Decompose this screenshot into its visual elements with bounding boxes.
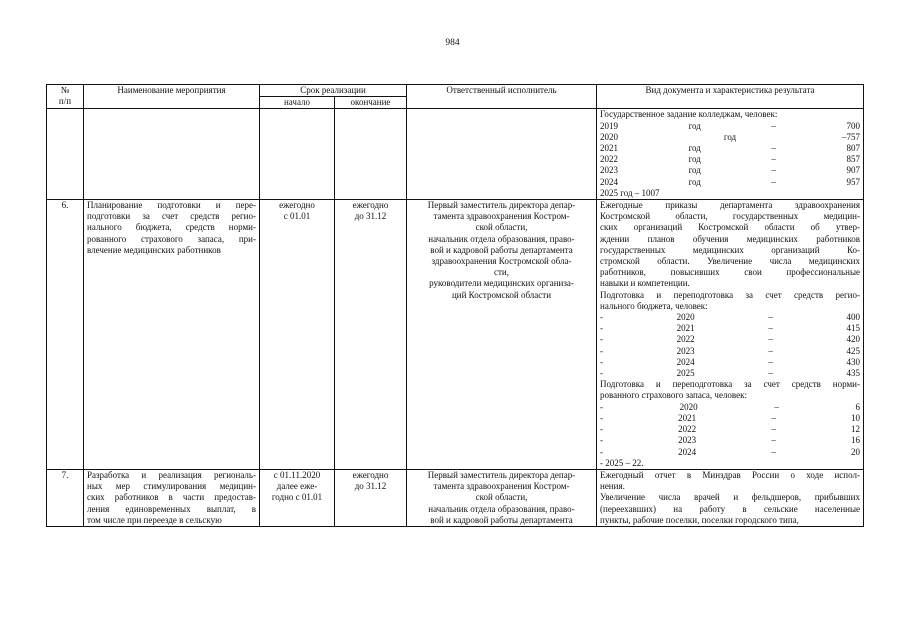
cell-line: Первый заместитель директора депар-	[427, 200, 576, 211]
cell-line: сти,	[494, 267, 509, 278]
cell-line: нального бюджета, человек:	[600, 300, 708, 311]
cell-line: ских работников в части предостав-	[87, 492, 256, 503]
cell-line: 2019 год – 700	[600, 120, 860, 131]
table-row	[47, 469, 864, 526]
cell-line: - 2025 – 22.	[600, 457, 644, 468]
executor	[407, 200, 597, 470]
table-row	[47, 200, 864, 470]
term-end	[335, 469, 407, 526]
measure-name	[84, 200, 260, 470]
cell-line: начальник отдела образования, право-	[428, 503, 575, 514]
cell-line: навыки и компетенции.	[600, 278, 690, 289]
cell-line: ежегодно	[352, 200, 389, 211]
row-number: 6.	[47, 200, 84, 470]
cell-line: ных мер стимулирования медицин-	[87, 481, 256, 492]
term-end	[335, 200, 407, 470]
cell-line: с 01.11.2020	[273, 469, 321, 480]
cell-line: до 31.12	[354, 481, 387, 492]
cell-line: нения.	[600, 481, 625, 492]
cell-line: - 2024 – 20	[600, 446, 860, 457]
cell-line: рованного страхового запаса, человек:	[600, 390, 747, 401]
cell-line: ций Костромской области	[451, 289, 552, 300]
plan-table	[46, 84, 864, 527]
cell-line: вой и кадровой работы департамента	[430, 244, 573, 255]
cell-line: ских организаций Костромской области об утвер-	[600, 222, 860, 233]
cell-line: годно с 01.01	[271, 492, 323, 503]
cell-line: тамента здравоохранения Костром-	[433, 481, 570, 492]
cell-line: Ежегодные приказы департамента здравоохранения	[600, 200, 860, 211]
term-end	[335, 109, 407, 200]
cell-line: - 2023 – 425	[600, 345, 860, 356]
cell-line: влечение медицинских работников	[87, 244, 221, 255]
cell-line: - 2022 – 420	[600, 334, 860, 345]
page-number: 984	[445, 38, 460, 48]
cell-line: тамента здравоохранения Костром-	[433, 211, 570, 222]
header-end: окончание	[335, 97, 407, 109]
row-number: 7.	[47, 469, 84, 526]
cell-line: начальник отдела образования, право-	[428, 233, 575, 244]
header-start: начало	[260, 97, 335, 109]
result-description	[597, 109, 864, 200]
cell-line: - 2024 – 430	[600, 356, 860, 367]
cell-line: 2024 год – 957	[600, 176, 860, 187]
cell-line: ждении планов обучения медицинских работников	[600, 233, 860, 244]
cell-line: Подготовка и переподготовка за счет средств норми-	[600, 379, 860, 390]
cell-line: Планирование подготовки и пере-	[87, 200, 256, 211]
cell-line: ской области,	[475, 492, 528, 503]
cell-line: 2023 год – 907	[600, 165, 860, 176]
cell-line: с 01.01	[283, 211, 311, 222]
header-name: Наименование мероприятия	[84, 85, 260, 109]
cell-line: 2022 год – 857	[600, 154, 860, 165]
executor	[407, 109, 597, 200]
cell-line: 2020 год –757	[600, 131, 860, 142]
executor	[407, 469, 597, 526]
cell-line: ления единовременных выплат, в	[87, 503, 256, 514]
cell-line: 2021 год – 807	[600, 143, 860, 154]
measure-name	[84, 469, 260, 526]
cell-line: ежегодно	[352, 469, 389, 480]
cell-line: - 2021 – 10	[600, 412, 860, 423]
cell-line: - 2023 – 16	[600, 435, 860, 446]
header-executor: Ответственный исполнитель	[407, 85, 597, 109]
cell-line: - 2025 – 435	[600, 368, 860, 379]
cell-line: рованного страхового запаса, при-	[87, 233, 256, 244]
table-header	[47, 85, 864, 109]
row-number	[47, 109, 84, 200]
term-start	[260, 469, 335, 526]
cell-line: ежегодно	[279, 200, 315, 211]
cell-line: государственных медицинских организаций Ко-	[600, 244, 860, 255]
cell-line: пункты, рабочие поселки, поселки городского типа,	[600, 514, 799, 525]
cell-line: Подготовка и переподготовка за счет средств регио-	[600, 289, 860, 300]
cell-line: (переехавших) на работу в сельские населенные	[600, 503, 860, 514]
cell-line: 2025 год – 1007	[600, 187, 660, 198]
term-start	[260, 109, 335, 200]
cell-line: стромской области. Увеличение числа медицинских	[600, 256, 860, 267]
cell-line: Государственное задание колледжам, человек:	[600, 109, 778, 120]
cell-line: Первый заместитель директора депар-	[427, 469, 576, 480]
cell-line: работников, повысивших свои профессиональные	[600, 267, 860, 278]
result-description	[597, 200, 864, 470]
measure-name	[84, 109, 260, 200]
cell-line: вой и кадровой работы департамента	[430, 514, 573, 525]
cell-line: Разработка и реализация региональ-	[87, 469, 256, 480]
term-start	[260, 200, 335, 470]
cell-line: Увеличение числа врачей и фельдшеров, прибывших	[600, 492, 860, 503]
table-body	[47, 109, 864, 527]
cell-line: руководители медицинских организа-	[429, 278, 574, 289]
cell-line: - 2022 – 12	[600, 424, 860, 435]
cell-line: - 2020 – 400	[600, 312, 860, 323]
cell-line: - 2020 – 6	[600, 401, 860, 412]
cell-line: том числе при переезде в сельскую	[87, 514, 222, 525]
cell-line: до 31.12	[354, 211, 387, 222]
table-row	[47, 109, 864, 200]
cell-line: нального бюджета, средств норми-	[87, 222, 256, 233]
cell-line: далее еже-	[276, 481, 318, 492]
cell-line: подготовки за счет средств регио-	[87, 211, 256, 222]
cell-line: Ежегодный отчет в Минздрав России о ходе испол-	[600, 469, 860, 480]
header-term: Срок реализации	[260, 85, 407, 97]
header-num: № п/п	[47, 85, 84, 109]
cell-line: здравоохранения Костромской обла-	[431, 256, 572, 267]
cell-line: ской области,	[475, 222, 528, 233]
header-result: Вид документа и характеристика результата	[597, 85, 864, 109]
cell-line: Костромской области, государственных медицин-	[600, 211, 860, 222]
cell-line: - 2021 – 415	[600, 323, 860, 334]
result-description	[597, 469, 864, 526]
